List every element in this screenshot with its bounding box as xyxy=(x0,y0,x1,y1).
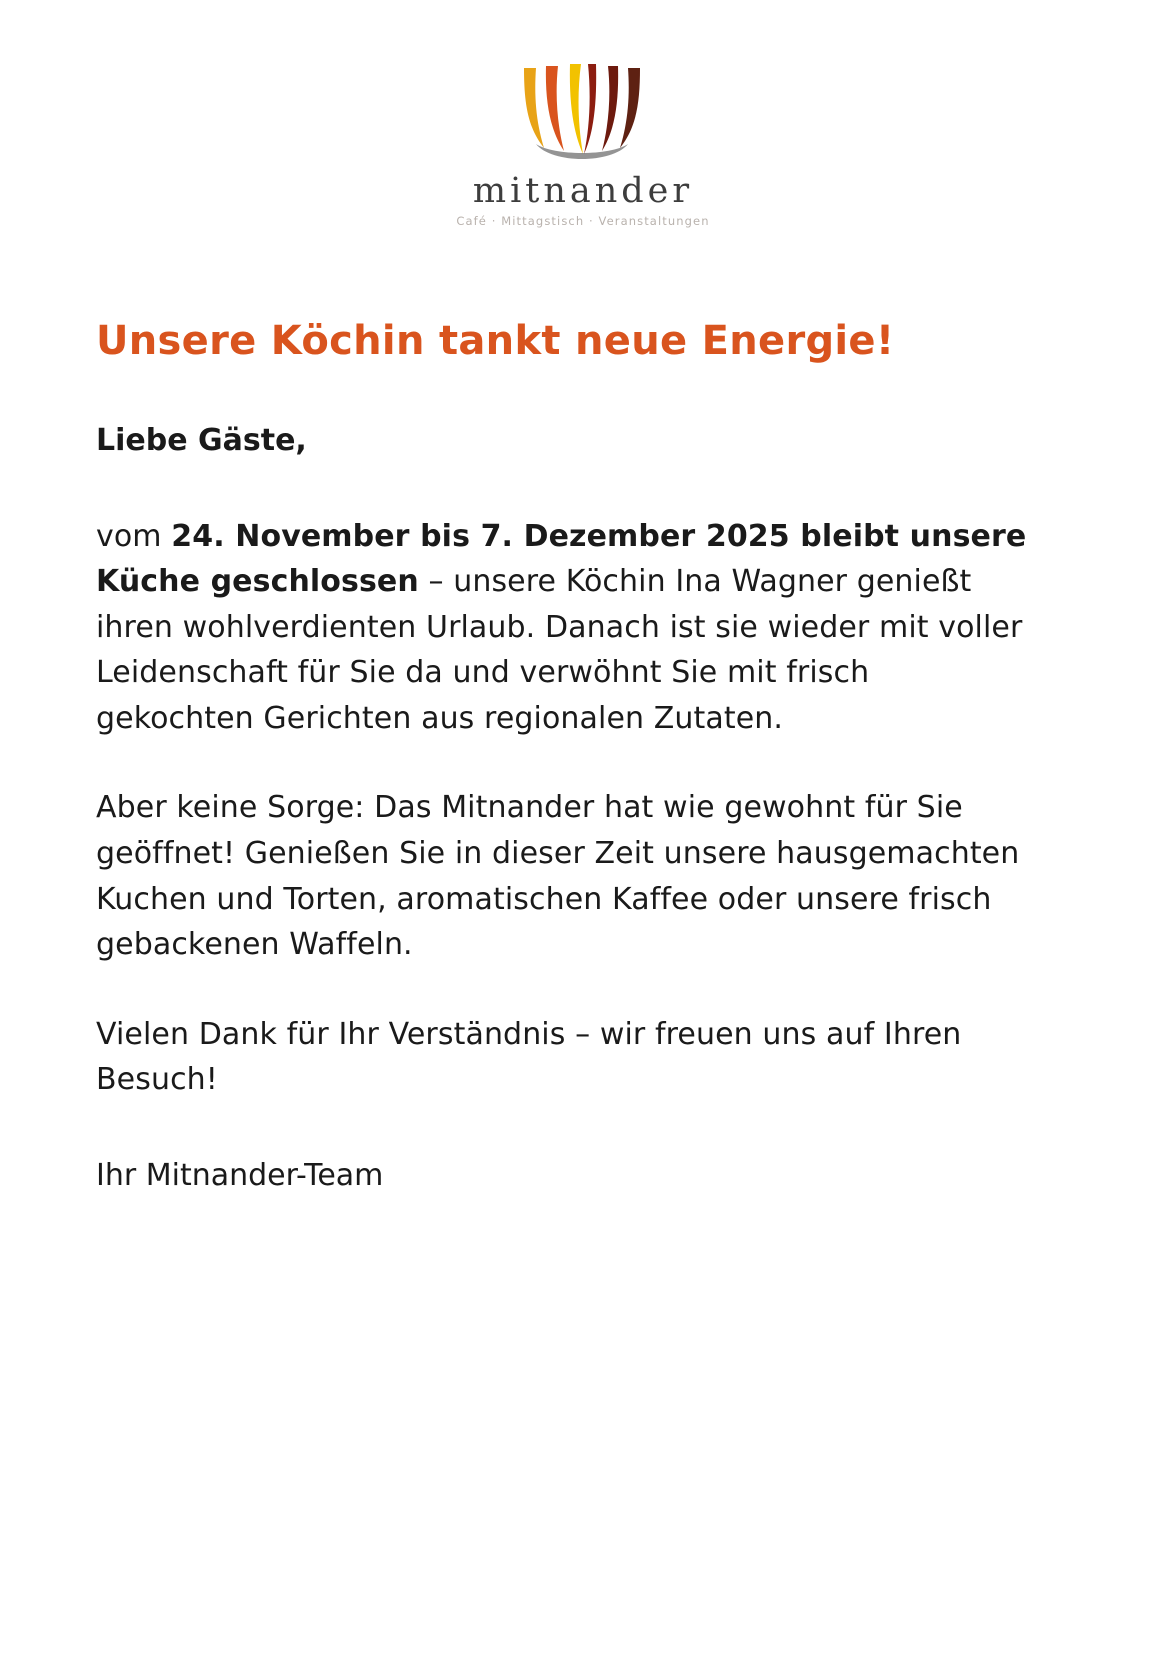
paragraph-thanks: Vielen Dank für Ihr Verständnis – wir freuen uns auf Ihren Besuch! xyxy=(96,1016,962,1098)
paragraph-1-post: – unsere Köchin Ina Wagner genießt ihren wohlverdienten Urlaub. Danach ist sie wieder mit voller Leidenschaft für Sie da und verwöhnt Sie mit frisch gekochten Gerichten aus regionalen Zutaten. xyxy=(96,564,1023,736)
logo-wordmark: mitnander xyxy=(472,171,694,211)
logo-tagline: Café · Mittagstisch · Veranstaltungen xyxy=(456,214,710,228)
paragraph-1-pre: vom xyxy=(96,518,172,554)
paragraph-closure-notice xyxy=(96,514,1036,742)
salutation: Liebe Gäste, xyxy=(96,423,307,458)
logo-block xyxy=(0,0,1166,228)
signoff: Ihr Mitnander-Team xyxy=(96,1158,384,1194)
paragraph-1-bold: 24. November bis 7. Dezember 2025 bleibt unsere Küche geschlossen xyxy=(96,518,1027,600)
mitnander-flame-logo xyxy=(478,52,688,164)
paragraph-open-info: Aber keine Sorge: Das Mitnander hat wie gewohnt für Sie geöffnet! Genießen Sie in dieser Zeit unsere hausgemachten Kuchen und Torten, aromatischen Kaffee oder unsere frisch gebackenen Waffeln. xyxy=(96,790,1020,963)
document-body xyxy=(96,318,1036,1197)
page-title: Unsere Köchin tankt neue Energie! xyxy=(96,318,895,364)
